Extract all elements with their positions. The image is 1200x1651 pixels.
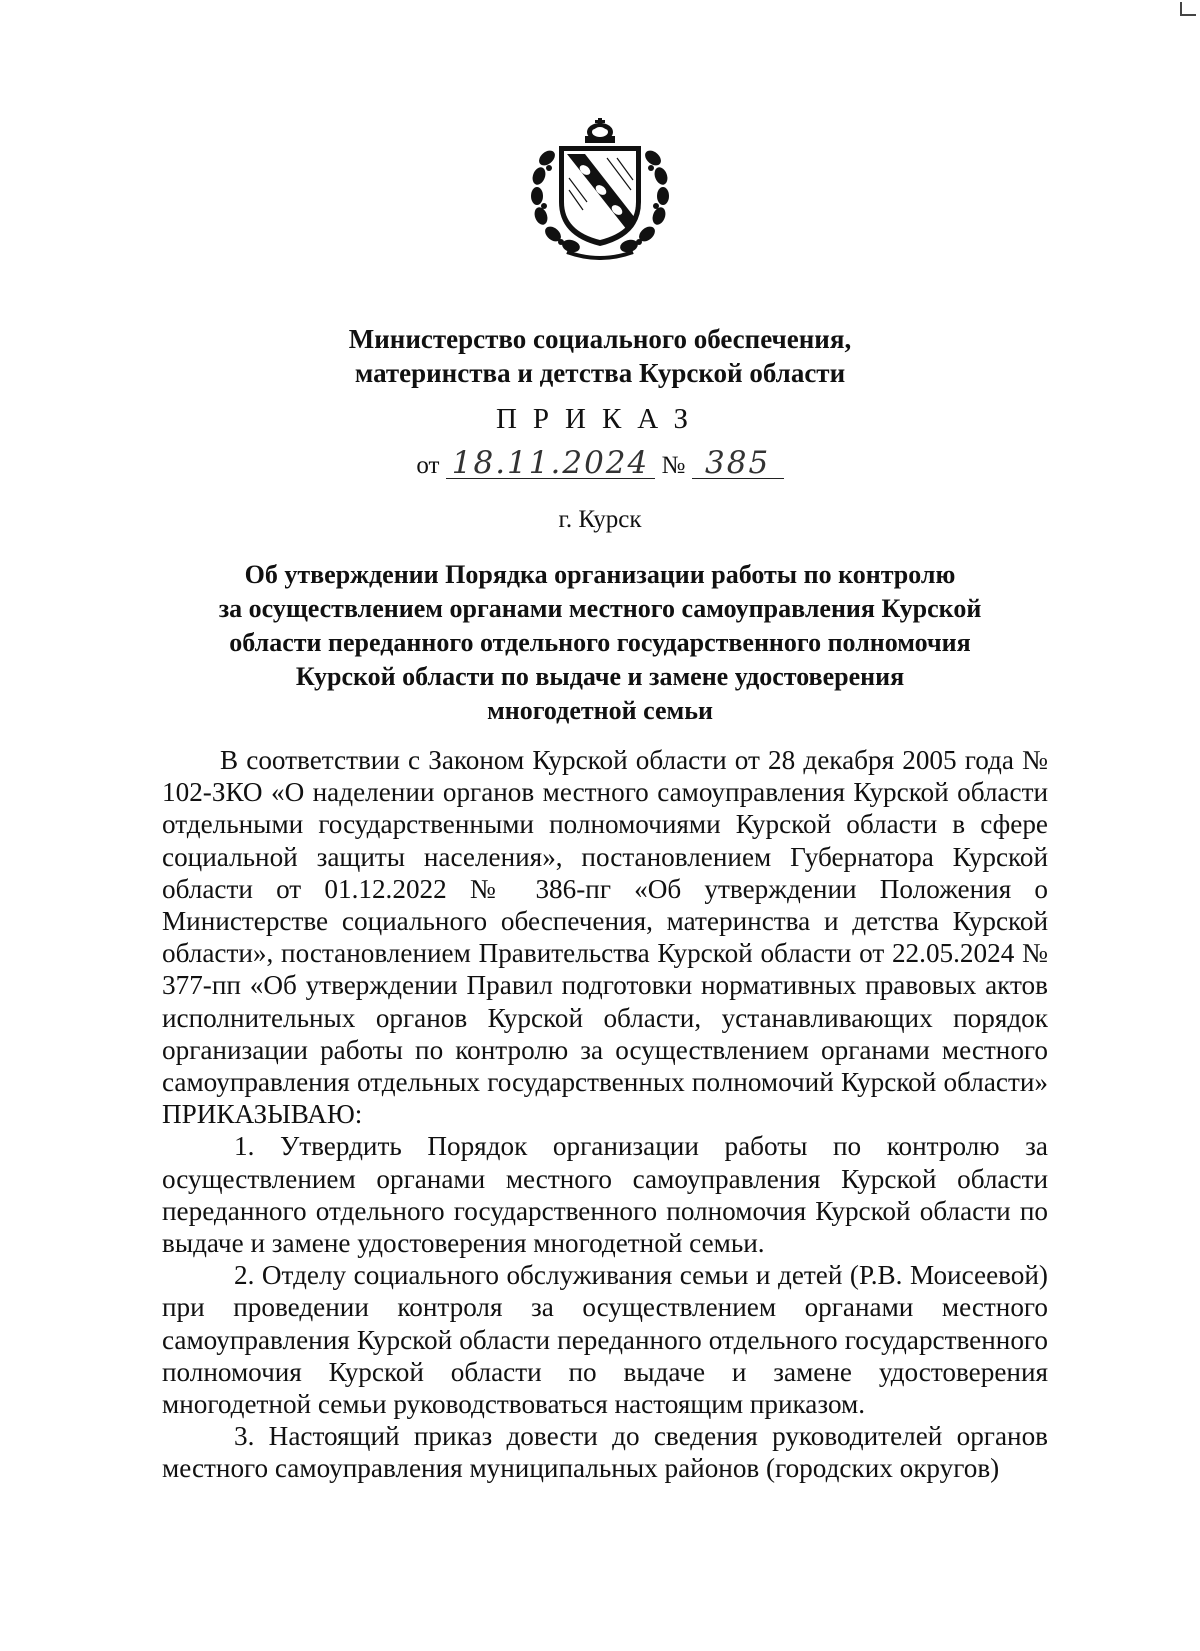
date-number-line [0,445,1200,484]
subject-line: Курской области по выдаче и замене удостоверения [295,662,905,691]
number-label: № [661,452,686,479]
ministry-name [0,322,1200,390]
order-item-1: 1. Утвердить Порядок организации работы по контролю за осуществлением органами местного самоуправления Курской области переданного отдельного государственного полномочия Курской области по выдаче и замене удостоверения многодетной семьи. [162,1131,1048,1259]
kursk-coat-of-arms-emblem [527,118,673,260]
subject-line: многодетной семьи [487,696,713,725]
order-item-2: 2. Отделу социального обслуживания семьи и детей (Р.В. Моисеевой) при проведении контроля за осуществлением органами местного самоуправления Курской области переданного отдельного государственного полномочия Курской области по выдаче и замене удостоверения многодетной семьи руководствоваться настоящим приказом. [162,1260,1048,1420]
ministry-line-1: Министерство социального обеспечения, [348,324,852,354]
handwritten-number: 385 [692,448,784,479]
order-body [162,744,1048,1485]
handwritten-date: 18.11.2024 [446,448,656,479]
subject-line: Об утверждении Порядка организации работы по контролю [244,560,956,589]
ministry-line-2: материнства и детства Курской области [354,358,846,388]
corner-scan-mark [1180,2,1196,16]
preamble-paragraph: В соответствии с Законом Курской области от 28 декабря 2005 года № 102-ЗКО «О наделении органов местного самоуправления Курской области отдельными государственными полномочиями Курской области в сфере социальной защиты населения», постановлением Губернатора Курской области от 01.12.2022 № 386-пг «Об утверждении Положения о Министерстве социального обеспечения, материнства и детства Курской области», постановлением Правительства Курской области от 22.05.2024 № 377-пп «Об утверждении Правил подготовки нормативных правовых актов исполнительных органов Курской области, устанавливающих порядок организации работы по контролю за осуществлением органами местного самоуправления отдельных государственных полномочий Курской области» ПРИКАЗЫВАЮ: [162,745,1048,1130]
subject-line: за осуществлением органами местного самоуправления Курской [218,594,982,623]
order-item-3: 3. Настоящий приказ довести до сведения руководителей органов местного самоуправления муниципальных районов (городских округов) [162,1421,1048,1484]
document-type-title: ПРИКАЗ [495,403,705,435]
date-prefix: от [416,452,440,479]
subject-line: области переданного отдельного государственного полномочия [229,628,971,657]
city-line: г. Курск [558,506,642,533]
order-subject-title [180,558,1020,728]
